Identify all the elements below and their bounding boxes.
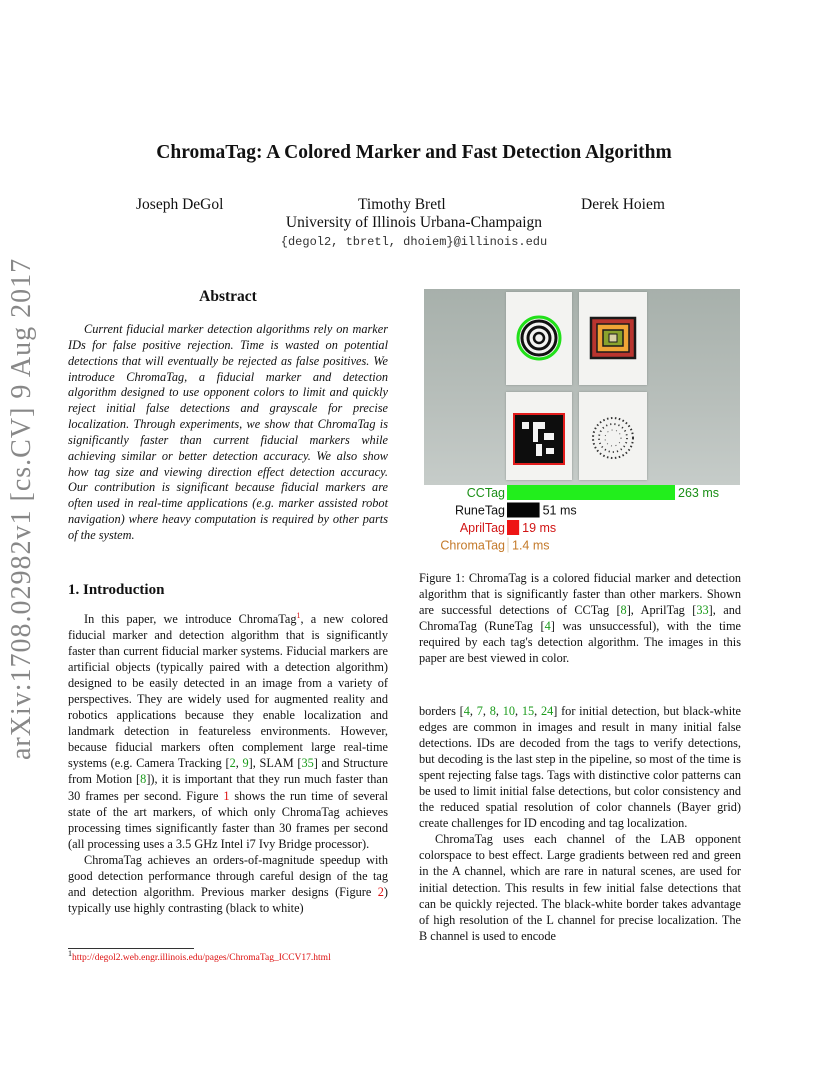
cctag-card [506,292,572,385]
figure-1-caption [419,570,741,666]
text-run: ] was unsuccessful), with the time required by each tag's detection algorithm. The images in this paper are best viewed in color. [419,619,741,666]
runetag-card [579,392,647,480]
value-label: 51 ms [542,503,577,518]
text-run: ], SLAM [ [248,756,302,771]
text-run: borders [ [419,704,464,718]
citation-link[interactable]: 8 [140,772,147,787]
text-run: ]), it is important that they run much faster than 30 frames per second. Figure [68,772,389,803]
citation-link[interactable]: 4 [544,619,551,634]
bar [507,538,509,553]
author-emails: {degol2, tbretl, dhoiem}@illinois.edu [280,235,548,249]
text-run: , [514,704,522,718]
bar [507,520,519,535]
category-label: AprilTag [459,521,505,535]
intro-paragraph-4: ChromaTag uses each channel of the LAB opponent colorspace to best effect. Large gradients between red and green in the A channel, which are rare in natural scenes, are used for initial detection. This results in few initial false detections that can be quickly rejected. The black-white border takes advantage of high resolution of the L channel for precise localization. The B channel is used to encode [419,832,741,943]
chromatag-card [579,292,647,385]
apriltag-marker-icon [506,392,572,480]
citation-link[interactable]: 8 [620,603,627,618]
text-run: , [469,704,477,718]
runetag-marker-icon [579,392,647,480]
text-run: , [235,756,243,771]
bar [507,485,675,500]
intro-paragraph-3 [419,703,741,831]
citation-link[interactable]: 33 [696,603,709,618]
timing-chart [424,483,740,557]
citation-link[interactable]: 35 [301,756,314,771]
citation-link[interactable]: 2 [229,756,236,771]
value-label: 19 ms [522,521,557,535]
value-label: 1.4 ms [512,538,550,553]
text-run: ] and Structure from Motion [ [68,756,389,787]
category-label: RuneTag [454,503,505,518]
author-hoiem: Derek Hoiem [581,196,665,213]
citation-link[interactable]: 7 [476,704,483,718]
text-run: shows the run time of several state of the art markers, of which only ChromaTag achieves processing times significantly faster than 30 frames per second (all processing uses a 3.5 GHz Intel i7 Ivy Bridge processor). [68,788,389,851]
cctag-marker-icon [506,292,572,385]
category-label: CCTag [466,486,505,500]
citation-link[interactable]: 9 [242,756,249,771]
text-run: ) typically use highly contrasting (black to white) [68,884,388,915]
citation-link[interactable]: 15 [521,704,535,718]
text-run: Figure 1: ChromaTag is a colored fiducial marker and detection algorithm that is significantly faster than other markers. Shown are successful detections of CCTag [ [419,571,741,618]
intro-paragraph-2 [68,852,388,916]
value-label: 263 ms [678,486,719,500]
category-label: ChromaTag [440,538,505,553]
paper-title: ChromaTag: A Colored Marker and Fast Detection Algorithm [156,142,672,163]
left-column [68,611,388,916]
chromatag-marker-icon [579,292,647,385]
footnote-mark: 1 [68,948,72,958]
author-bretl: Timothy Bretl [358,196,446,213]
bar [507,503,540,518]
text-run: , [482,704,490,718]
footnote-rule [68,948,194,949]
figure-ref-link[interactable]: 1 [223,788,230,803]
abstract-text: Current fiducial marker detection algorithms rely on marker IDs for false positive rejection. Time is wasted on potential detections that will eventually be rejected as false positives. We introduce ChromaTag, a fiducial marker and detection algorithm designed to use opponent colors to limit and quickly reject initial false detections and grayscale for precise localization. Through experiments, we show that ChromaTag is significantly faster than current fiducial markers while achieving similar or better detection accuracy. We also show how tag size and viewing direction effect detection accuracy. Our contribution is significant because fiducial markers are often used in real-time applications (e.g. marker assisted robot navigation) where heavy computation is required by other parts of the system. [68,322,388,542]
introduction-heading: 1. Introduction [68,582,165,598]
text-run: ], and ChromaTag (RuneTag [ [419,603,742,634]
citation-link[interactable]: 4 [463,704,470,718]
arxiv-stamp: arXiv:1708.02982v1 [cs.CV] 9 Aug 2017 [6,257,37,760]
text-run: ] for initial detection, but black-white edges are common in images and result in many initial false detections. IDs are decoded from the tags to verify detections, but decoding is the last step in the pipeline, so most of the time is spent rejecting false tags. Tags with distinctive color patterns can be used to limit initial false detections, but color consistency and the reduced spatial resolution of color channels (Bayer grid) create challenges for ID encoding and tag localization. [419,704,741,831]
citation-link[interactable]: 10 [502,704,515,718]
text-run: ChromaTag achieves an orders-of-magnitude speedup with good detection performance through careful design of the tag and detection algorithm. Previous marker designs (Figure [68,852,388,899]
apriltag-card [506,392,572,480]
figure-photo [424,289,740,485]
text-run: , [534,704,541,718]
footnote-url-link[interactable]: http://degol2.web.engr.illinois.edu/pages/ChromaTag_ICCV17.html [72,953,331,963]
abstract-heading: Abstract [199,288,257,305]
text-run: In this paper, we introduce ChromaTag [84,612,297,626]
affiliation: University of Illinois Urbana-Champaign [285,214,543,231]
footnote-marker[interactable]: 1 [296,610,301,620]
text-run: ], AprilTag [ [626,603,697,618]
footnote [68,948,398,963]
intro-paragraph-1 [68,611,388,852]
author-degol: Joseph DeGol [136,196,224,213]
citation-link[interactable]: 8 [489,704,496,718]
citation-link[interactable]: 24 [540,704,554,718]
text-run: , a new colored fiducial marker and detection algorithm that is significantly faster than current fiducial marker systems. Fiducial markers are artificial objects (typically paired with a detection algorithm) designed to be easily detected in an image from a variety of perspectives. They are widely used for augmented reality and robotics applications because they enable localization and landmark detection in featureless environments. However, because fiducial markers often complement large real-time systems (e.g. Camera Tracking [ [68,612,388,771]
figure-1 [424,289,740,561]
right-column [419,703,741,944]
figure-ref-link[interactable]: 2 [377,884,384,899]
text-run: , [495,704,503,718]
